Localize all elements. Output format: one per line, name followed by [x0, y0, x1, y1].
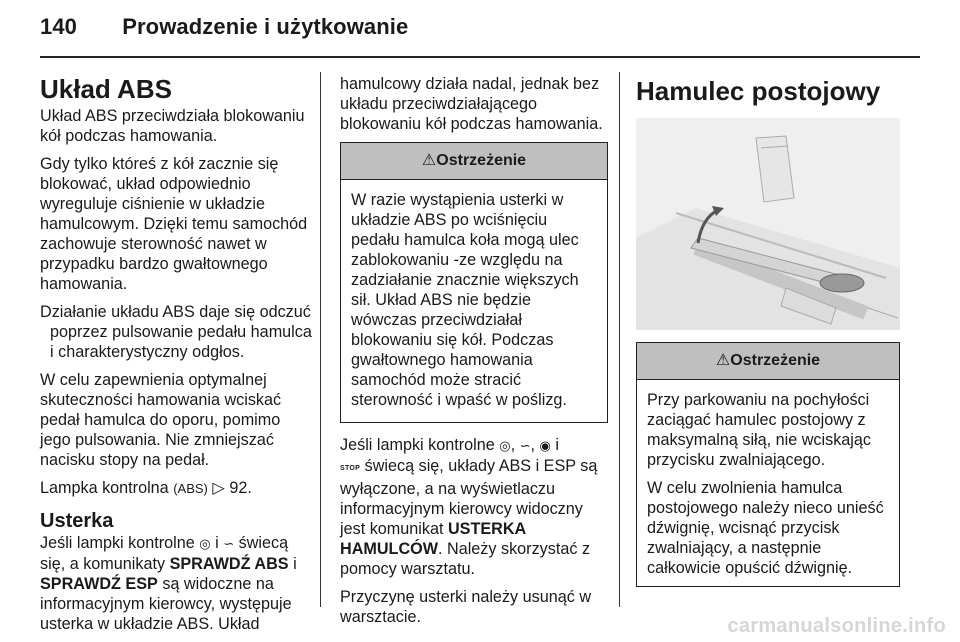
- workshop-paragraph: Przyczynę usterki należy usunąć w warsztacie.: [340, 588, 592, 626]
- page-number: 140: [40, 14, 78, 39]
- parking-brake-heading: Hamulec postojowy: [636, 76, 881, 106]
- brake-lamp-icon: ◉: [539, 438, 551, 453]
- warning-header: ⚠Ostrzeżenie: [637, 343, 899, 380]
- page-header: [40, 14, 408, 40]
- esp-lamp-icon: ∽: [223, 536, 235, 551]
- warning-triangle-icon: ⚠: [715, 352, 731, 369]
- abs-lamp-reference: Lampka kontrolna (ABS) ▷ 92.: [40, 479, 252, 497]
- column-divider-2: [619, 72, 620, 607]
- usterka-paragraph: Jeśli lampki kontrolne ◎ i ∽ świecą się, a komunikaty SPRAWDŹ ABS i SPRAWDŹ ESP są widoczne na informacyjnym kierowcy, występuje usterka w układzie ABS. Układ: [40, 534, 297, 633]
- abs-paragraph-4: W celu zapewnienia optymalnej skuteczności hamowania wciskać pedał hamulca do oporu, pomimo jego pulsowania. Nie zmniejszać nacisku stopy na pedał.: [40, 371, 282, 469]
- abs-lamp-icon: (ABS): [173, 481, 208, 496]
- warning-text-1: Przy parkowaniu na pochyłości zaciągać hamulec postojowy z maksymalną siłą, nie wciskając przycisku zwalniającego.: [647, 391, 872, 469]
- warning-triangle-icon: ⚠: [421, 152, 437, 169]
- usterka-heading: Usterka: [40, 510, 114, 532]
- warning-text: W razie wystąpienia usterki w układzie ABS po wciśnięciu pedału hamulca koła mogą ulec zablokowaniu -ze względu na zadziałanie znacznie większych sił. Układ ABS nie będzie wówczas przeciwdziałał blokowaniu się kół. Podczas gwałtownego hamowania samochód może stracić sterowność i wpaść w poślizg.: [351, 191, 579, 409]
- esp-lamp-icon: ∽: [519, 438, 531, 453]
- parking-brake-warning-box: [636, 342, 900, 587]
- column-3: [636, 74, 900, 599]
- brake-fault-paragraph: Jeśli lampki kontrolne ◎, ∽, ◉ i STOP świecą się, układy ABS i ESP są wyłączone, a na wyświetlaczu informacyjnym kierowcy widoczny jest komunikat USTERKA HAMULCÓW. Należy skorzystać z pomocy warsztatu.: [340, 436, 598, 578]
- handbrake-lever-image: [636, 118, 900, 330]
- column-2: [340, 74, 608, 635]
- column-1: [40, 74, 312, 642]
- abs-lamp-icon: ◎: [499, 438, 511, 453]
- abs-paragraph-3: Działanie układu ABS daje się odczuć poprzez pulsowanie pedału hamulca i charakterystyczny odgłos.: [40, 303, 312, 361]
- column-divider-1: [320, 72, 321, 607]
- page-reference[interactable]: 92.: [229, 479, 252, 497]
- parking-brake-illustration: [636, 118, 900, 330]
- stop-lamp-icon: STOP: [340, 465, 361, 472]
- abs-warning-box: [340, 142, 608, 423]
- section-title: Prowadzenie i użytkowanie: [122, 14, 409, 39]
- abs-lamp-icon: ◎: [199, 536, 211, 551]
- abs-heading: Układ ABS: [40, 74, 172, 104]
- watermark: carmanualsonline.info: [727, 615, 946, 637]
- abs-continued-paragraph: hamulcowy działa nadal, jednak bez układu przeciwdziałającego blokowaniu kół podczas hamowania.: [340, 75, 603, 133]
- arrow-right-icon: ▷: [212, 479, 225, 497]
- abs-paragraph-2: Gdy tylko któreś z kół zacznie się blokować, układ odpowiednio wyreguluje ciśnienie w układzie hamulcowym. Dzięki temu samochód zachowuje sterowność nawet w przypadku bardzo gwałtownego hamowania.: [40, 155, 308, 293]
- abs-paragraph-1: Układ ABS przeciwdziała blokowaniu kół podczas hamowania.: [40, 107, 305, 145]
- warning-text-2: W celu zwolnienia hamulca postojowego należy nieco unieść dźwignię, wcisnąć przycisk zwalniający, a następnie całkowicie opuścić dźwignię.: [647, 479, 884, 577]
- header-rule: [40, 56, 920, 58]
- warning-header: ⚠Ostrzeżenie: [341, 143, 607, 180]
